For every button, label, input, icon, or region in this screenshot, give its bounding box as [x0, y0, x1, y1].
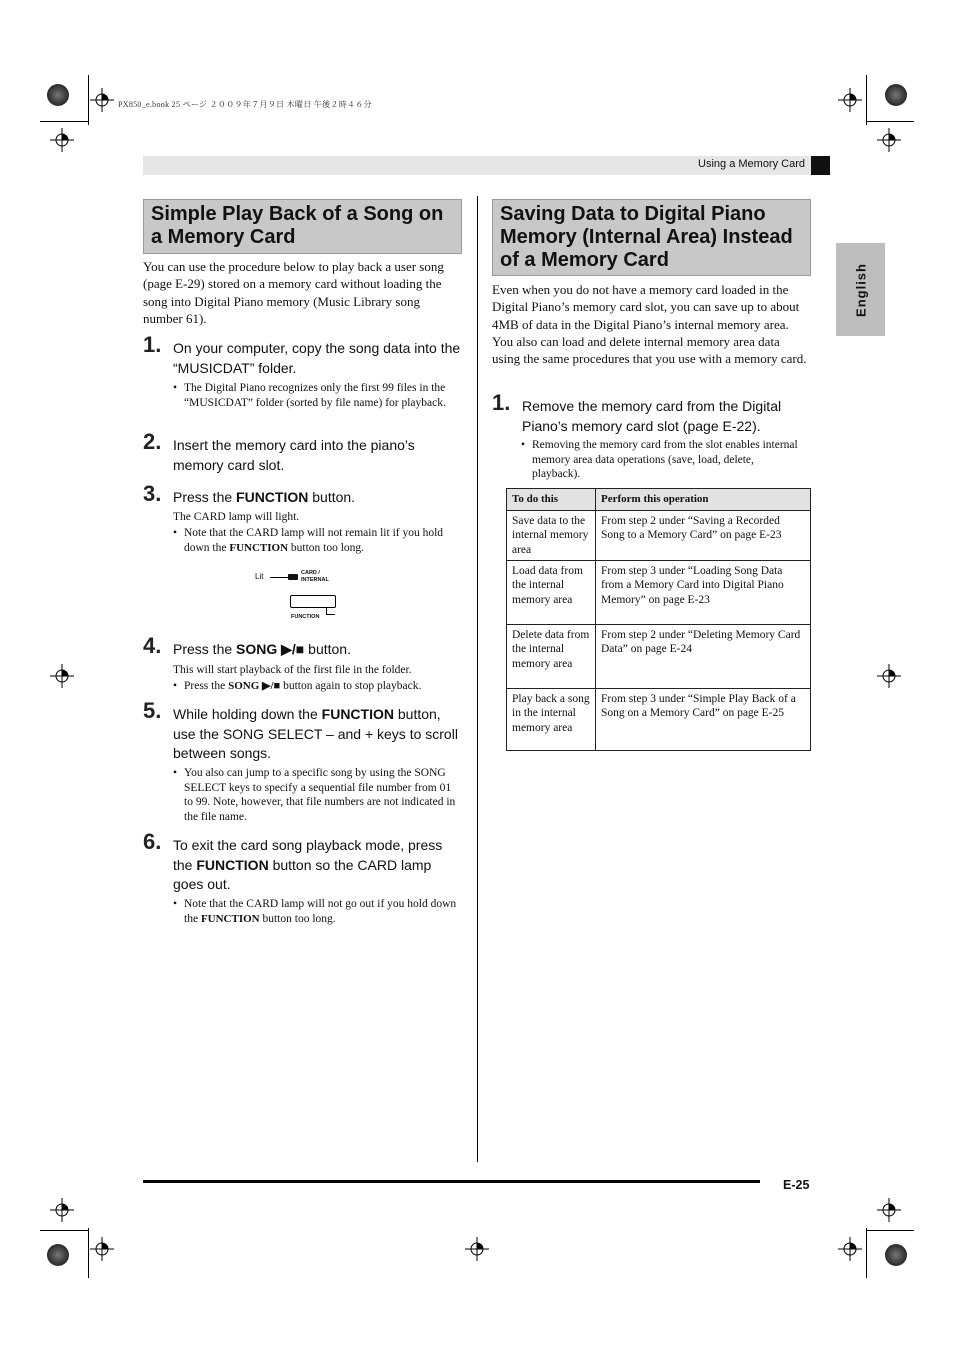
step-text: Insert the memory card into the piano’s memory card slot.	[173, 437, 415, 473]
text: Press the	[184, 680, 229, 692]
bullet: •	[521, 439, 526, 451]
step-note	[173, 381, 462, 410]
crosshair-icon	[838, 88, 862, 112]
step-note	[173, 679, 462, 694]
step-number: 5.	[143, 698, 162, 723]
text: Note that the CARD lamp will not remain lit if you hold down the	[184, 527, 444, 554]
text: Press the	[173, 489, 237, 505]
bullet: •	[173, 898, 178, 910]
crosshair-icon	[877, 128, 901, 152]
step-number: 1.	[143, 332, 162, 357]
print-info: PX850_e.book 25 ページ ２００９年７月９日 木曜日 午後２時４６分	[118, 100, 372, 109]
bullet: •	[173, 382, 178, 394]
footer-rule	[143, 1180, 760, 1183]
card-label: CARD /	[301, 570, 320, 576]
text: button again to stop playback.	[280, 680, 422, 692]
step-text	[173, 705, 465, 764]
crosshair-icon	[838, 1237, 862, 1261]
step-note-text: Removing the memory card from the slot enables internal memory area data operations (save, load, delete, playback).	[532, 439, 798, 481]
table-cell: Save data to the internal memory area	[507, 511, 596, 561]
text: Note that the CARD lamp will not go out if you hold down the	[184, 898, 457, 925]
column-header: Perform this operation	[596, 489, 811, 511]
registration-dot-icon	[47, 1244, 69, 1266]
step-note	[173, 766, 460, 824]
table-row	[507, 625, 811, 689]
step-text: Remove the memory card from the Digital Piano’s memory card slot (page E-22).	[522, 398, 782, 434]
table-cell: From step 2 under “Saving a Recorded Song to a Memory Card” on page E-23	[596, 511, 811, 561]
lit-label: Lit	[255, 572, 264, 581]
running-header	[143, 156, 830, 175]
operations-table	[506, 488, 811, 751]
step-result: The CARD lamp will light.	[173, 511, 300, 523]
bullet: •	[173, 527, 178, 539]
header-section-title: Using a Memory Card	[698, 158, 805, 170]
text: button.	[304, 641, 351, 657]
bullet: •	[173, 680, 178, 692]
step-text: On your computer, copy the song data into the “MUSICDAT” folder.	[173, 340, 461, 376]
text: button too long.	[259, 912, 336, 925]
step-note-text: You also can jump to a specific song by using the SONG SELECT keys to specify a sequential file number from 01 to 99. Note, however, that file numbers are not indicated in the file name.	[184, 767, 456, 823]
right-section-title: Saving Data to Digital Piano Memory (Internal Area) Instead of a Memory Card	[492, 199, 811, 276]
table-row	[507, 511, 811, 561]
language-tab	[836, 243, 885, 336]
bullet: •	[173, 767, 178, 779]
registration-dot-icon	[47, 84, 69, 106]
button-name: FUNCTION	[321, 706, 394, 722]
right-intro: Even when you do not have a memory card loaded in the Digital Piano’s memory card slot, you can save up to about 4MB of data in the Digital Piano’s internal memory area. You also can load and delete internal memory area data using the same procedures that you use with a memory card.	[492, 282, 807, 367]
step-note	[521, 438, 800, 482]
step-text	[173, 488, 461, 508]
registration-dot-icon	[885, 1244, 907, 1266]
lit-arrow	[270, 577, 288, 578]
step-number: 3.	[143, 481, 162, 506]
step-number: 6.	[143, 829, 162, 854]
button-name: FUNCTION	[200, 912, 260, 925]
text: While holding down the	[173, 706, 322, 722]
function-label: FUNCTION	[291, 614, 320, 620]
button-name: FUNCTION	[236, 489, 309, 505]
crosshair-icon	[465, 1237, 489, 1261]
step-text	[173, 640, 461, 660]
crosshair-icon	[50, 128, 74, 152]
table-cell: Play back a song in the internal memory area	[507, 689, 596, 751]
step-note	[173, 897, 462, 926]
internal-label: INTERNAL	[301, 577, 329, 583]
button-name: SONG ▶/■	[236, 641, 305, 657]
table-cell: From step 2 under “Deleting Memory Card Data” on page E-24	[596, 625, 811, 689]
crosshair-icon	[877, 1198, 901, 1222]
page-number: E-25	[783, 1178, 810, 1192]
table-cell: From step 3 under “Simple Play Back of a Song on a Memory Card” on page E-25	[596, 689, 811, 751]
step-number: 4.	[143, 633, 162, 658]
button-name: FUNCTION	[229, 541, 289, 554]
table-cell: Delete data from the internal memory area	[507, 625, 596, 689]
table-row	[507, 561, 811, 625]
crosshair-icon	[50, 664, 74, 688]
text: button, use the SONG SELECT – and + keys to scroll between songs.	[173, 706, 458, 761]
header-marker	[811, 156, 830, 175]
button-bracket	[326, 607, 335, 615]
left-section-title: Simple Play Back of a Song on a Memory Card	[143, 199, 462, 254]
table-cell: Load data from the internal memory area	[507, 561, 596, 625]
table-header-row	[507, 489, 811, 511]
step-result: This will start playback of the first file in the folder.	[173, 664, 412, 676]
step-text	[173, 836, 461, 895]
crosshair-icon	[50, 1198, 74, 1222]
card-lamp-figure	[250, 566, 350, 626]
button-name: SONG ▶/■	[228, 680, 281, 692]
text: To exit the card song playback mode, press the	[173, 837, 443, 873]
table-cell: From step 3 under “Loading Song Data from a Memory Card into Digital Piano Memory” on page E-23	[596, 561, 811, 625]
step-number: 2.	[143, 429, 162, 454]
left-intro: You can use the procedure below to play back a user song (page E-29) stored on a memory card without loading the song into Digital Piano memory (Music Library song number 61).	[143, 259, 444, 326]
lamp-icon	[288, 574, 298, 580]
text: button too long.	[288, 541, 365, 554]
step-number: 1.	[492, 390, 511, 415]
crosshair-icon	[877, 664, 901, 688]
text: button so the CARD lamp goes out.	[173, 856, 432, 892]
text: Press the	[173, 641, 237, 657]
step-note-text: The Digital Piano recognizes only the first 99 files in the “MUSICDAT” folder (sorted by file name) for playback.	[184, 382, 446, 409]
crosshair-icon	[90, 1237, 114, 1261]
table-row	[507, 689, 811, 751]
button-name: FUNCTION	[196, 856, 269, 873]
column-divider	[477, 196, 478, 1162]
step-note	[173, 526, 462, 555]
crosshair-icon	[90, 88, 114, 112]
registration-dot-icon	[885, 84, 907, 106]
column-header: To do this	[507, 489, 596, 511]
text: button.	[308, 489, 356, 505]
language-tab-label: English	[853, 262, 868, 317]
